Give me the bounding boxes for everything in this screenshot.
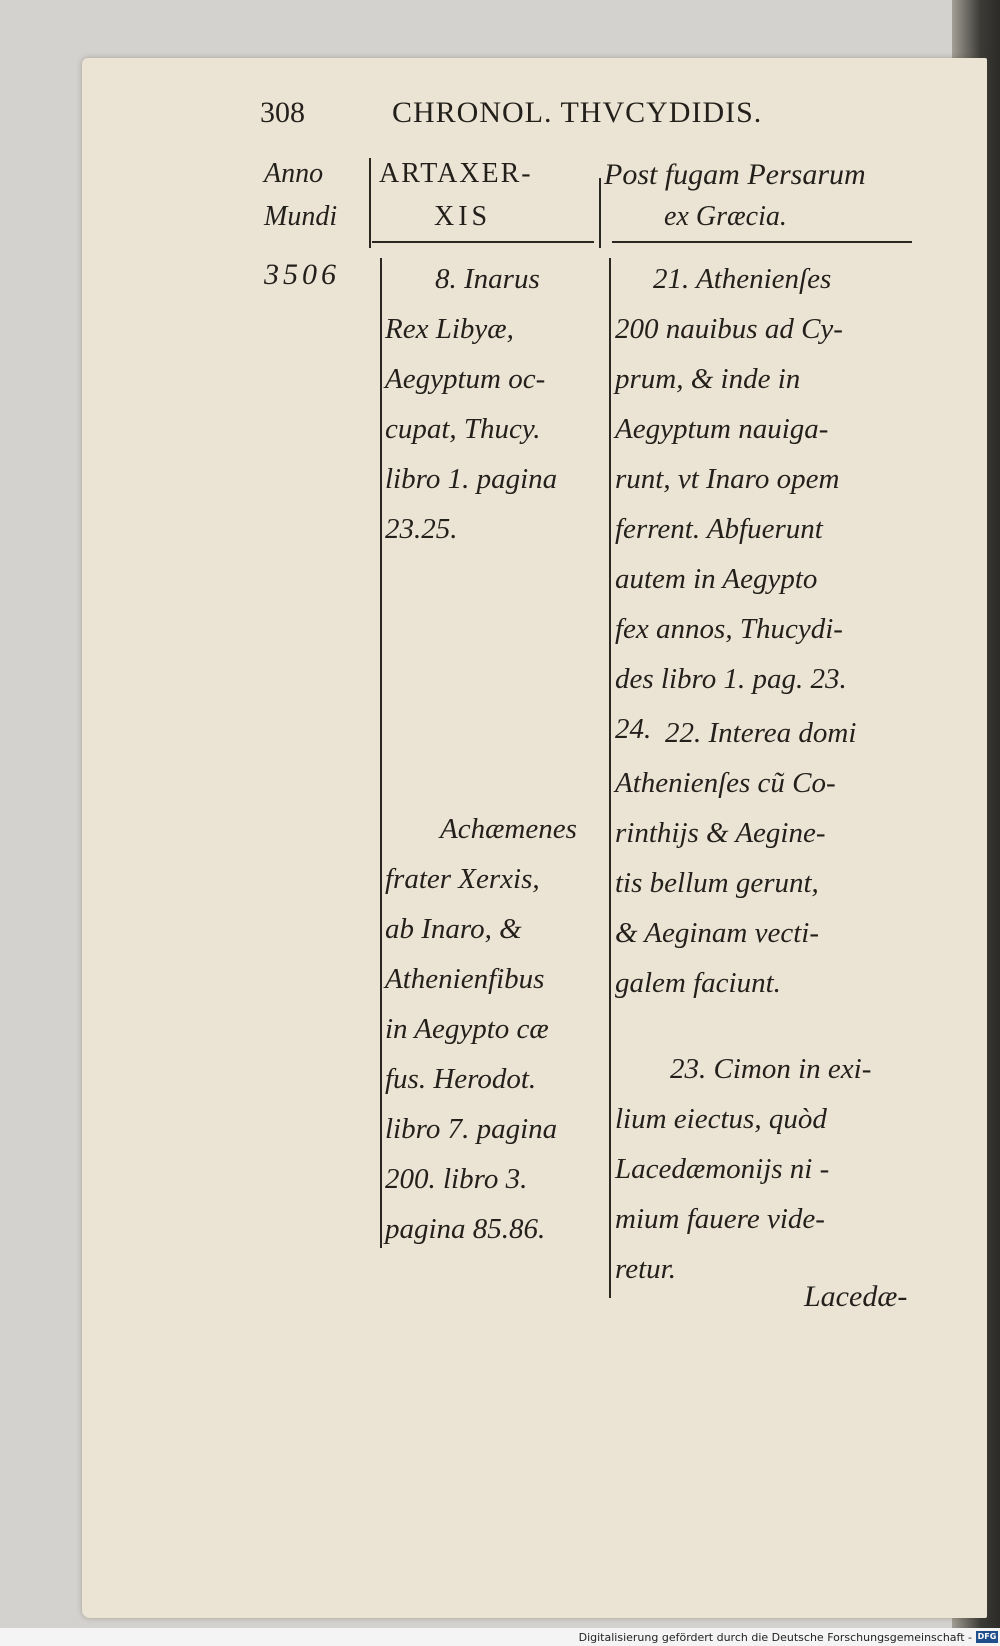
catchword: Lacedæ-	[804, 1280, 908, 1313]
text-line: fex annos, Thucydi-	[615, 613, 843, 645]
post-fugam-entry-3	[615, 1044, 871, 1294]
text-line: Aegyptum nauiga-	[615, 413, 829, 445]
text-line: prum, & inde in	[615, 363, 801, 395]
column-divider-2	[609, 258, 611, 1298]
text-line: ab Inaro, &	[385, 913, 522, 945]
text-line: Lacedæmonijs ni -	[615, 1153, 830, 1185]
text-line: tis bellum gerunt,	[615, 867, 819, 899]
text-line: 23. Cimon in exi-	[670, 1053, 872, 1085]
text-line: Rex Libyæ,	[385, 313, 514, 345]
text-line: Athenienſes cũ Co-	[615, 767, 836, 799]
post-fugam-entry-1	[615, 254, 847, 754]
text-line: rinthijs & Aegine-	[615, 817, 826, 849]
text-line: 8. Inarus	[435, 263, 540, 295]
text-line: fus. Herodot.	[385, 1063, 537, 1095]
text-line: libro 7. pagina	[385, 1113, 558, 1145]
text-line: runt, vt Inaro opem	[615, 463, 840, 495]
running-title: CHRONOL. THVCYDIDIS.	[392, 96, 763, 129]
column-divider-1	[380, 258, 382, 1248]
text-line: retur.	[615, 1253, 676, 1285]
text-line: & Aeginam vecti-	[615, 917, 820, 949]
head-anno: Anno	[264, 158, 324, 189]
head-artaxerxes: ARTAXER-	[379, 158, 533, 189]
footer-credit: Digitalisierung gefördert durch die Deutsche Forschungsgemeinschaft -	[578, 1631, 972, 1644]
text-line: 22. Interea domi	[665, 717, 857, 749]
head-divider-1	[369, 158, 371, 248]
text-line: Aegyptum oc-	[385, 363, 546, 395]
post-fugam-entry-2	[615, 708, 856, 1008]
artaxerxes-entry-1	[385, 254, 557, 554]
text-line: lium eiectus, quòd	[615, 1103, 827, 1135]
text-line: des libro 1. pag. 23.	[615, 663, 847, 695]
text-line: 23.25.	[385, 513, 458, 545]
text-line: 200. libro 3.	[385, 1163, 528, 1195]
footer-bar	[0, 1628, 1000, 1646]
dfg-logo: DFG	[977, 1632, 997, 1641]
year-anno-mundi: 3506	[264, 258, 340, 291]
head-ex-graecia: ex Græcia.	[664, 201, 787, 232]
text-line: 24.	[615, 713, 652, 745]
text-line: cupat, Thucy.	[385, 413, 541, 445]
text-line: frater Xerxis,	[385, 863, 540, 895]
text-line: galem faciunt.	[615, 967, 781, 999]
text-line: 200 nauibus ad Cy-	[615, 313, 843, 345]
head-rule-left	[372, 241, 594, 243]
head-mundi: Mundi	[264, 201, 338, 232]
text-line: pagina 85.86.	[385, 1213, 546, 1245]
artaxerxes-entry-2	[385, 804, 577, 1254]
text-line: 21. Athenienſes	[653, 263, 832, 295]
text-line: libro 1. pagina	[385, 463, 558, 495]
book-page	[82, 58, 987, 1618]
head-post-fugam: Post fugam Persarum	[604, 158, 866, 191]
text-line: ferrent. Abfuerunt	[615, 513, 823, 545]
page-number: 308	[260, 96, 305, 129]
head-rule-right	[612, 241, 912, 243]
text-line: Achæmenes	[440, 813, 577, 845]
head-divider-2	[599, 178, 601, 248]
text-line: Athenienfibus	[385, 963, 545, 995]
head-xis: XIS	[434, 201, 492, 232]
text-line: mium fauere vide-	[615, 1203, 825, 1235]
text-line: autem in Aegypto	[615, 563, 818, 595]
text-line: in Aegypto cæ	[385, 1013, 549, 1045]
